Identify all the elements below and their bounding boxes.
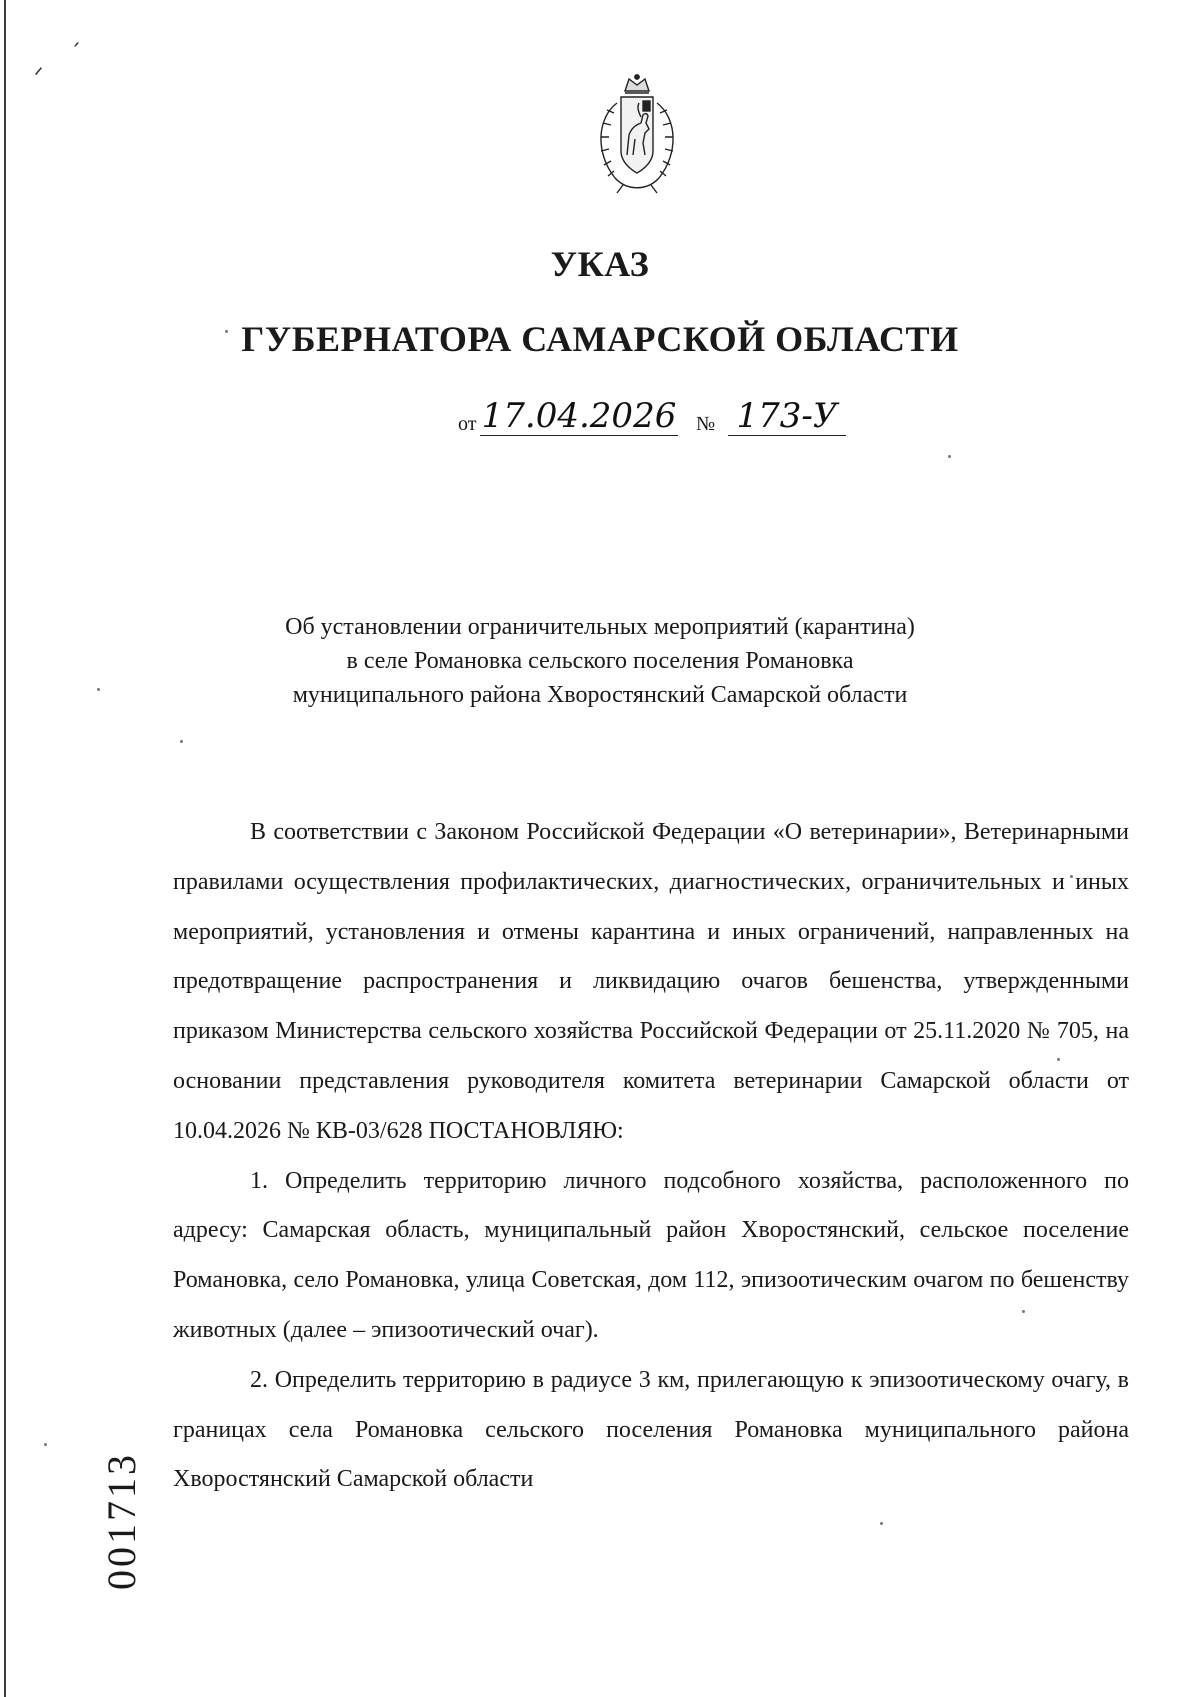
number-value-handwritten: 173-У (728, 397, 846, 436)
preamble-paragraph: В соответствии с Законом Российской Федерации «О ветеринарии», Ветеринарными правилами осуществления профилактических, диагностических, ограничительных и иных мероприятий, установления и отмены карантина и иных ограничений, направленных на предотвращение распространения и ликвидацию очагов бешенства, утвержденными приказом Министерства сельского хозяйства Российской Федерации от 25.11.2020 № 705, на основании представления руководителя комитета ветеринарии Самарской области от 10.04.2026 № КВ-03/628 ПОСТАНОВЛЯЮ: (173, 819, 1129, 1144)
scan-speck (948, 455, 951, 458)
subject-line: Об установлении ограничительных мероприятий (карантина) (285, 614, 915, 640)
samara-coat-of-arms-icon (587, 73, 687, 195)
clause-paragraph-2: 2. Определить территорию в радиусе 3 км, прилегающую к эпизоотическому очагу, в границах села Романовка сельского поселения Романовка муниципального района Хворостянский Самарской области (173, 1366, 1129, 1493)
scan-mark: ᐟ (34, 64, 44, 89)
scan-mark: ˏ (70, 22, 81, 47)
scan-speck (44, 1443, 47, 1446)
scan-speck (880, 1522, 883, 1525)
date-value-handwritten: 17.04.2026 (481, 396, 677, 436)
dateline (458, 396, 848, 442)
sheet-number: 001713 (99, 1452, 144, 1590)
document-title: УКАЗ (550, 244, 650, 284)
number-label: № (696, 413, 716, 435)
subject-line: муниципального района Хворостянский Самарской области (292, 682, 908, 708)
decree-subject (0, 610, 1200, 712)
decree-body (173, 808, 1129, 1505)
date-label: от (458, 413, 477, 435)
issuer-title: ГУБЕРНАТОРА САМАРСКОЙ ОБЛАСТИ (241, 319, 959, 359)
subject-line: в селе Романовка сельского поселения Романовка (346, 648, 854, 674)
clause-paragraph-1: 1. Определить территорию личного подсобного хозяйства, расположенного по адресу: Самарская область, муниципальный район Хворостянский, сельское поселение Романовка, село Романовка, улица Советская, дом 112, эпизоотическим очагом по бешенству животных (далее – эпизоотический очаг). (173, 1167, 1129, 1343)
scan-speck (180, 740, 183, 743)
